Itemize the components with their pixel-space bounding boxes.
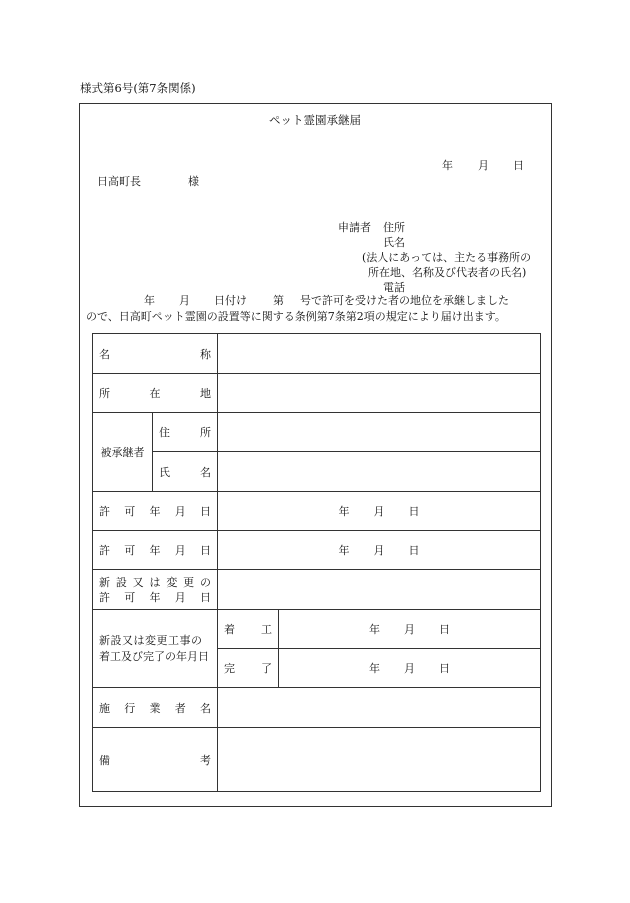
value-permit-date-2: 年 月 日 [218, 531, 541, 570]
label-construction-start: 着 工 [218, 610, 279, 649]
form-title: ペット霊園承継届 [269, 113, 361, 127]
applicant-address-label: 住所 [383, 221, 405, 234]
label-successor-address: 住 所 [153, 413, 218, 452]
form-number-label: 様式第6号(第7条関係) [80, 81, 196, 95]
label-contractor: 施 行 業 者 名 [93, 688, 218, 728]
row-new-change-permit-date [93, 570, 541, 610]
applicant-phone-label: 電話 [383, 281, 405, 294]
value-permit-date-1: 年 月 日 [218, 492, 541, 531]
succession-details-table [92, 333, 541, 792]
row-location [93, 374, 541, 413]
label-new-change-permit-date: 新 設 又 は 変 更 の 許 可 年 月 日 [93, 570, 218, 610]
label-successor: 被承継者 [93, 413, 153, 492]
addressee-name: 日高町長 [97, 175, 141, 188]
value-successor-address [218, 413, 541, 452]
row-name [93, 334, 541, 374]
applicant-name-label: 氏名 [383, 236, 405, 249]
label-location: 所 在 地 [93, 374, 218, 413]
row-successor-name [93, 452, 541, 492]
label-name: 名 称 [93, 334, 218, 374]
row-successor-address [93, 413, 541, 452]
applicant-note-2: 所在地、名称及び代表者の氏名) [368, 266, 527, 279]
addressee-suffix: 様 [188, 175, 199, 188]
value-successor-name [218, 452, 541, 492]
value-name [218, 334, 541, 374]
statement-text [86, 293, 509, 325]
label-successor-name: 氏 名 [153, 452, 218, 492]
row-contractor [93, 688, 541, 728]
value-construction-complete: 年 月 日 [279, 649, 541, 688]
date-month: 月 [478, 159, 489, 172]
value-remarks [218, 728, 541, 792]
row-construction-start [93, 610, 541, 649]
value-location [218, 374, 541, 413]
label-construction-dates: 新設又は変更工事の 着工及び完了の年月日 [93, 610, 218, 688]
value-construction-start: 年 月 日 [279, 610, 541, 649]
applicant-note-1: (法人にあっては、主たる事務所の [362, 251, 532, 264]
row-permit-date-2 [93, 531, 541, 570]
date-day: 日 [513, 159, 524, 172]
value-contractor [218, 688, 541, 728]
value-new-change-permit-date [218, 570, 541, 610]
label-permit-date-2: 許 可 年 月 日 [93, 531, 218, 570]
row-remarks [93, 728, 541, 792]
statement-line-2: ので、日高町ペット霊園の設置等に関する条例第7条第2項の規定により届け出ます。 [86, 310, 506, 323]
applicant-label: 申請者 [338, 221, 371, 234]
label-remarks: 備 考 [93, 728, 218, 792]
label-construction-complete: 完 了 [218, 649, 279, 688]
statement-line-1: 年 月 日付け 第 号で許可を受けた者の地位を承継しました [144, 294, 509, 307]
row-permit-date-1 [93, 492, 541, 531]
label-permit-date-1: 許 可 年 月 日 [93, 492, 218, 531]
date-year: 年 [442, 159, 453, 172]
